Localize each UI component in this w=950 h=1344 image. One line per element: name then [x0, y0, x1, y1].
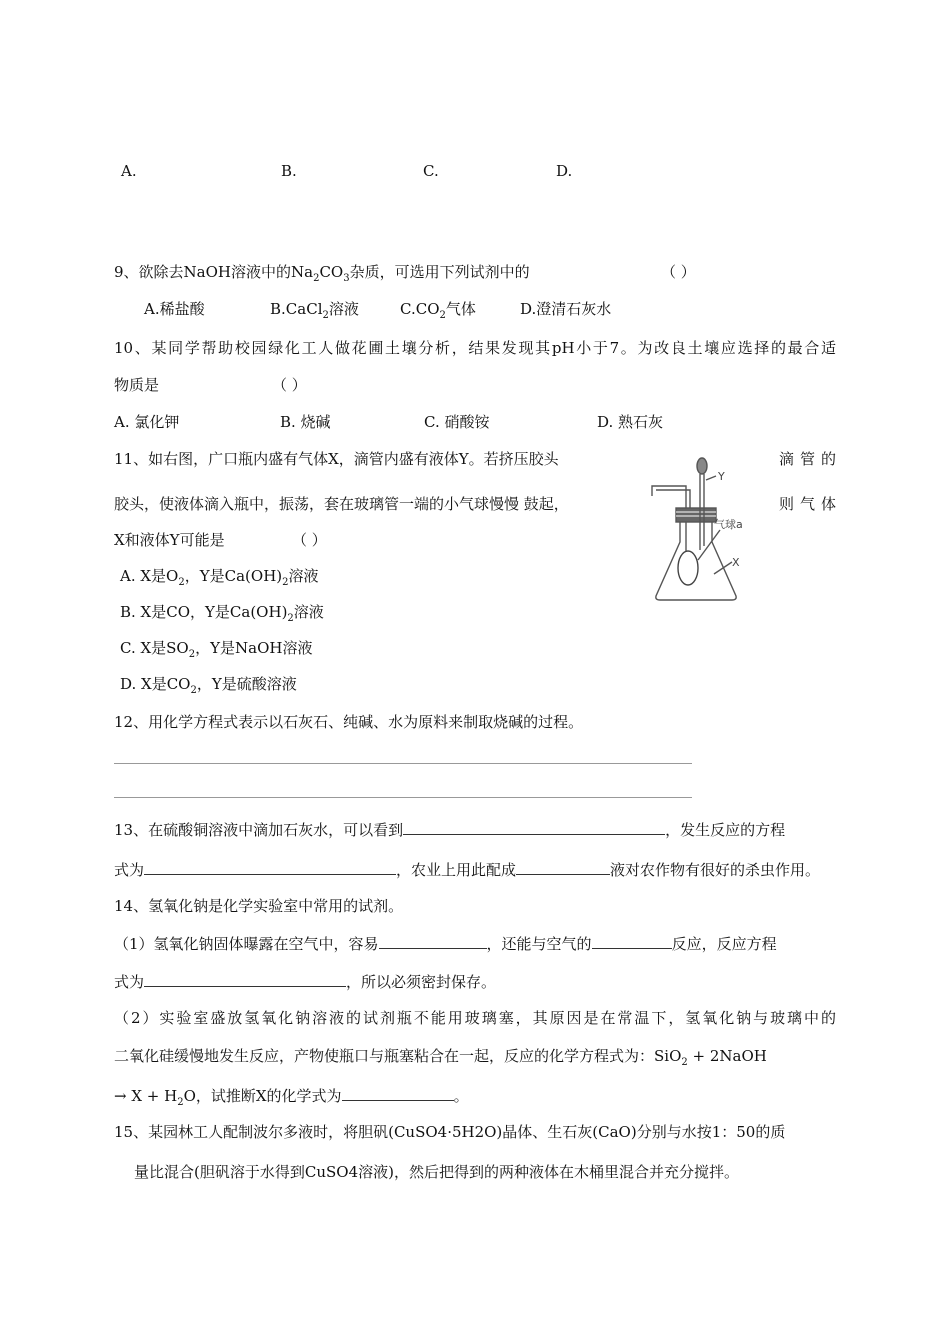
- q10-answer-paren: （ ）: [272, 376, 307, 394]
- q11-option-a: A. X是$O_2$，Y是$Ca(OH)_2$溶液: [120, 567, 319, 588]
- q14-title: 14、氢氧化钠是化学实验室中常用的试剂。: [114, 897, 404, 915]
- flask-apparatus-figure: [622, 450, 772, 610]
- q10-stem-line2: 物质是: [114, 376, 160, 394]
- q9-option-a: A.稀盐酸: [144, 300, 205, 318]
- q11-stem-line1a: 11、如右图，广口瓶内盛有气体X，滴管内盛有液体Y。若挤压胶头: [114, 450, 559, 468]
- q9-option-d: D.澄清石灰水: [520, 300, 612, 318]
- q13-line2: 式为 ，农业上用此配成 液对农作物有很好的杀虫作用。: [114, 858, 820, 880]
- q12-answer-line-2[interactable]: [114, 797, 692, 798]
- q12-answer-line-1[interactable]: [114, 763, 692, 764]
- q9-option-c: $C.CO_2$气体: [400, 300, 476, 321]
- q11-option-b: B. X是CO，Y是$Ca(OH)_2$溶液: [120, 603, 324, 624]
- figure-label-balloon: 气球a: [714, 518, 743, 531]
- q11-stem-line3: X和液体Y可能是: [114, 531, 225, 549]
- q14-part2-line1: （2）实验室盛放氢氧化钠溶液的试剂瓶不能用玻璃塞，其原因是在常温下，氢氧化钠与玻璃中的: [114, 1009, 836, 1027]
- top-option-b: B.: [281, 162, 297, 180]
- q13-line1: 13、在硫酸铜溶液中滴加石灰水，可以看到 ，发生反应的方程: [114, 818, 785, 840]
- q13-blank-observation[interactable]: [403, 818, 665, 835]
- q9-answer-paren: （ ）: [661, 263, 696, 281]
- q11-answer-paren: （ ）: [292, 531, 327, 549]
- q11-option-c: C. X是$SO_2$，Y是NaOH溶液: [120, 639, 313, 660]
- q14-part2-line3: → $X + H_2O$，试推断X的化学式为 。: [114, 1084, 469, 1106]
- q11-stem-line2b: 则气体: [779, 495, 836, 513]
- q10-option-a: A. 氯化钾: [114, 413, 180, 431]
- q11-stem-line1b: 滴管的: [779, 450, 836, 468]
- q14-blank-equation[interactable]: [144, 970, 346, 987]
- q14-part1-line2: 式为 ，所以必须密封保存。: [114, 970, 496, 992]
- q13-blank-liquid[interactable]: [516, 858, 610, 875]
- q15-line1: 15、某园林工人配制波尔多液时，将胆矾(CuSO4·5H2O)晶体、生石灰(CaO)分别与水按1：50的质: [114, 1123, 786, 1141]
- q9-option-b: B.CaCl$_2$溶液: [270, 300, 359, 321]
- q14-blank-formula[interactable]: [342, 1084, 454, 1101]
- q9-stem: 9、欲除去NaOH溶液中的$Na_2CO_3$杂质，可选用下列试剂中的: [114, 263, 530, 284]
- q10-option-b: B. 烧碱: [280, 413, 331, 431]
- q14-part1-line1: （1）氢氧化钠固体曝露在空气中，容易 ，还能与空气的 反应，反应方程: [114, 932, 777, 954]
- figure-label-x: X: [732, 556, 740, 569]
- q12-stem: 12、用化学方程式表示以石灰石、纯碱、水为原料来制取烧碱的过程。: [114, 713, 584, 731]
- q10-option-c: C. 硝酸铵: [424, 413, 490, 431]
- q13-blank-equation[interactable]: [144, 858, 396, 875]
- q10-option-d: D. 熟石灰: [597, 413, 664, 431]
- q15-line2: 量比混合(胆矾溶于水得到CuSO4溶液)，然后把得到的两种液体在木桶里混合并充分搅拌。: [134, 1163, 739, 1181]
- q14-blank-1[interactable]: [379, 932, 487, 949]
- top-option-d: D.: [556, 162, 573, 180]
- q11-stem-line2a: 胶头，使液体滴入瓶中，振荡，套在玻璃管一端的小气球慢慢 鼓起，: [114, 495, 569, 513]
- q14-blank-2[interactable]: [592, 932, 672, 949]
- top-option-a: A.: [121, 162, 137, 180]
- q10-stem-line1: 10、某同学帮助校园绿化工人做花圃土壤分析，结果发现其pH小于7。为改良土壤应选择的最合适: [114, 339, 836, 357]
- figure-label-y: Y: [718, 470, 725, 483]
- q14-part2-line2: 二氧化硅缓慢地发生反应，产物使瓶口与瓶塞粘合在一起，反应的化学方程式为：SiO$_2$ + 2NaOH: [114, 1047, 767, 1068]
- top-option-c: C.: [423, 162, 439, 180]
- q11-option-d: D. X是$CO_2$，Y是硫酸溶液: [120, 675, 297, 696]
